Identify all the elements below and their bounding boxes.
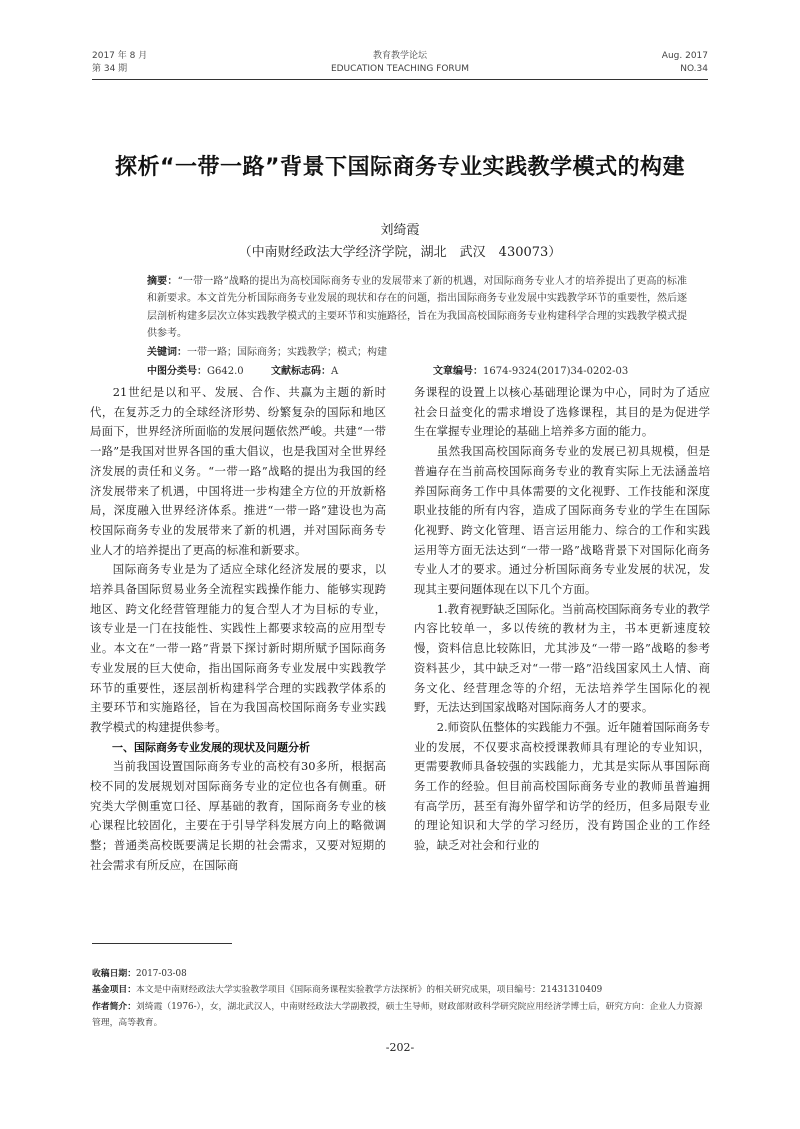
fund-label: 基金项目： <box>92 985 136 996</box>
header-date-english: Aug. 2017 <box>661 51 708 61</box>
abstract-block <box>147 273 687 361</box>
document-code-value: A <box>331 366 339 377</box>
header-issue-date-english <box>662 50 708 76</box>
received-label: 收稿日期： <box>92 969 136 979</box>
article-number-label: 文章编号： <box>433 366 483 377</box>
abstract <box>147 273 687 343</box>
body-column-right <box>414 383 710 856</box>
document-code <box>271 364 338 380</box>
author-bio-label: 作者简介： <box>92 1001 136 1012</box>
keywords-text: 一带一路；国际商务；实践教学；模式；构建 <box>187 346 387 358</box>
article-number <box>433 364 628 380</box>
section-heading: 一、国际商务专业发展的现状及问题分析 <box>112 740 310 754</box>
clc-number <box>147 364 244 380</box>
footnote-received <box>92 966 708 982</box>
footnote-fund <box>92 982 708 998</box>
author-name: 刘绮霞 <box>380 223 420 238</box>
body-column-left <box>90 383 386 876</box>
author-affiliation: （中南财经政法大学经济学院，湖北 武汉 430073） <box>238 245 562 260</box>
body-paragraph: 虽然我国高校国际商务专业的发展已初具规模，但是普遍存在当前高校国际商务专业的教育实际上无法涵盖培养国际商务工作中具体需要的文化视野、工作技能和深度职业技能的所有内容，造成了国际商务专业的学生在国际化视野、跨文化管理、语言运用能力、综合的工作和实践运用等方面无法达到“一带一路”战略背景下对国际化商务专业人才的要求。通过分析国际商务专业发展的状况，发现其主要问题体现在以下几个方面。 <box>414 444 710 597</box>
header-rule <box>92 79 708 80</box>
author-bio-value: 刘绮霞（1976-），女，湖北武汉人，中南财经政法大学副教授，硕士生导师，财政部财政科学研究院应用经济学博士后，研究方向：企业人力资源管理，高等教育。 <box>92 1001 703 1028</box>
header-journal-chinese: 教育教学论坛 <box>372 51 427 61</box>
body-paragraph: 1.教育视野缺乏国际化。当前高校国际商务专业的教学内容比较单一，多以传统的教材为主，书本更新速度较慢，资料信息比较陈旧，尤其涉及“一带一路”战略的参考资料甚少，其中缺乏对“一带一路”沿线国家风土人情、商务文化、经营理念等的介绍，无法培养学生国际化的视野，无法达到国家战略对国际商务人才的要求。 <box>414 601 710 715</box>
clc-label: 中图分类号： <box>147 366 207 377</box>
document-code-label: 文献标志码： <box>271 366 331 377</box>
fund-value: 本文是中南财经政法大学实验教学项目《国际商务课程实验教学方法探析》的相关研究成果，项目编号：21431310409 <box>136 985 603 996</box>
footnote-author-bio <box>92 999 708 1032</box>
article-title: 探析“一带一路”背景下国际商务专业实践教学模式的构建 <box>115 155 685 180</box>
body-paragraph-continued: 务课程的设置上以核心基础理论课为中心，同时为了适应社会日益变化的需求增设了选修课程，其目的是为促进学生在掌握专业理论的基础上培养多方面的能力。 <box>414 385 710 439</box>
clc-value: G642.0 <box>207 366 244 377</box>
footnotes <box>92 966 708 1031</box>
abstract-label: 摘要： <box>147 276 178 287</box>
header-journal-english: EDUCATION TEACHING FORUM <box>330 64 470 74</box>
header-journal-name <box>92 50 708 76</box>
body-paragraph: 2.师资队伍整体的实践能力不强。近年随着国际商务专业的发展，不仅要求高校授课教师具有理论的专业知识，更需要教师具备较强的实践能力，尤其是实际从事国际商务工作的经验。但目前高校国际商务专业的教师虽普遍拥有高学历，甚至有海外留学和访学的经历，但多局限专业的理论知识和大学的学习经历，没有跨国企业的工作经验，缺乏对社会和行业的 <box>414 719 710 853</box>
running-header <box>92 50 708 80</box>
keywords <box>147 344 687 361</box>
received-value: 2017-03-08 <box>136 969 187 979</box>
body-paragraph: 国际商务专业是为了适应全球化经济发展的要求，以培养具备国际贸易业务全流程实践操作能力、能够实现跨地区、跨文化经营管理能力的复合型人才为目标的专业，该专业是一门在技能性、实践性上都要求较高的应用型专业。本文在“一带一路”背景下探讨新时期所赋予国际商务专业发展的巨大使命，指出国际商务专业发展中实践教学环节的重要性，逐层剖析构建科学合理的实践教学体系的主要环节和实施路径，旨在为我国高校国际商务专业实践教学模式的构建提供参考。 <box>90 562 386 734</box>
abstract-text: “一带一路”战略的提出为高校国际商务专业的发展带来了新的机遇，对国际商务专业人才的培养提出了更高的标准和新要求。本文首先分析国际商务专业发展的现状和存在的问题，指出国际商务专业发展中实践教学环节的重要性，然后逐层剖析构建多层次立体实践教学模式的主要环节和实施路径，旨在为我国高校国际商务专业构建科学合理的实践教学模式提供参考。 <box>147 276 687 340</box>
header-issue-number: 第 34 期 <box>92 64 128 74</box>
header-number-english: NO.34 <box>680 64 708 74</box>
keywords-label: 关键词： <box>147 346 187 358</box>
article-number-value: 1674-9324(2017)34-0202-03 <box>483 366 629 377</box>
page-number: -202- <box>385 1041 415 1054</box>
header-date: 2017 年 8 月 <box>92 51 148 61</box>
body-paragraph: 21世纪是以和平、发展、合作、共赢为主题的新时代，在复苏乏力的全球经济形势、纷繁复杂的国际和地区局面下，世界经济所面临的发展问题依然严峻。共建“一带一路”是我国对世界各国的重大倡议，也是我国对全世界经济发展的责任和义务。“一带一路”战略的提出为我国的经济发展带来了机遇，中国将进一步构建全方位的开放新格局，深度融入世界经济体系。推进“一带一路”建设也为高校国际商务专业的发展带来了新的机遇，并对国际商务专业人才的培养提出了更高的标准和新要求。 <box>90 385 386 557</box>
body-paragraph: 当前我国设置国际商务专业的高校有30多所，根据高校不同的发展规划对国际商务专业的定位也各有侧重。研究类大学侧重宽口径、厚基础的教育，国际商务专业的核心课程比较固化，主要在于引导学科发展方向上的略微调整；普通类高校既要满足长期的社会需求，又要对短期的社会需求有所反应，在国际商 <box>90 759 386 872</box>
footnote-rule <box>92 943 232 944</box>
